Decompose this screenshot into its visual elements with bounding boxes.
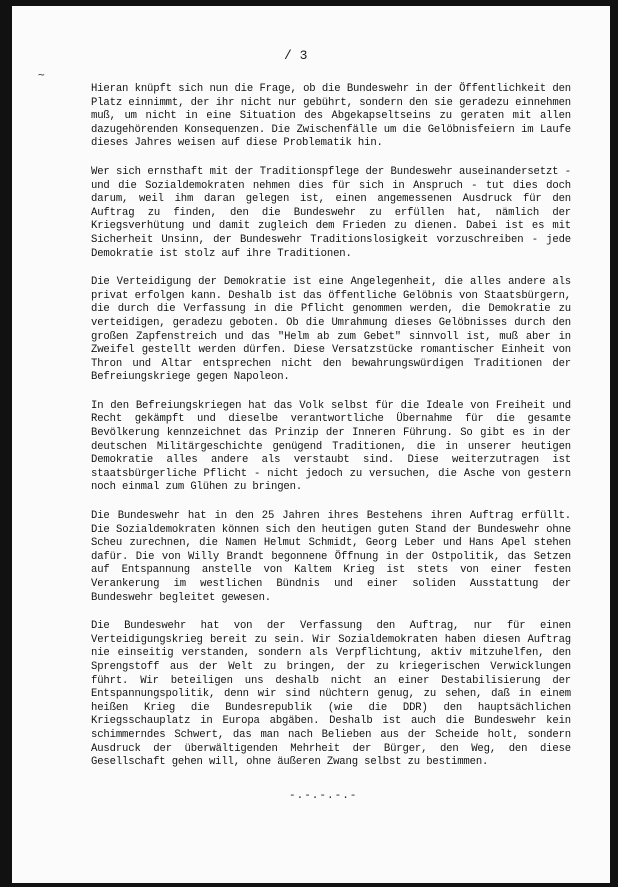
paragraph-gelöbnis-question: Hieran knüpft sich nun die Frage, ob die Bundeswehr in der Öffentlichkeit den Platz einnimmt, der ihr nicht nur gebührt, sondern den sie geradezu einnehmen muß, um nicht in eine Situation des Abgekapseltseins zu geraten mit allen dazugehörenden Konsequenzen. Die Zwischenfälle um die Gelöbnisfeiern im Laufe dieses Jahres weisen auf diese Problematik hin. <box>91 83 571 150</box>
document-page <box>12 6 610 883</box>
paragraph-25-jahre: Die Bundeswehr hat in den 25 Jahren ihres Bestehens ihren Auftrag erfüllt. Die Sozialdemokraten können sich den heutigen guten Stand der Bundeswehr ohne Scheu zurechnen, die Namen Helmut Schmidt, Georg Leber und Hans Apel stehen dafür. Die von Willy Brandt begonnene Öffnung in der Ostpolitik, das Setzen auf Entspannung anstelle von Kaltem Krieg ist stets von einer festen Verankerung im westlichen Bündnis und einer soliden Ausstattung der Bundeswehr begleitet gewesen. <box>91 510 571 604</box>
end-mark: -.-.-.-.- <box>289 790 358 802</box>
page-number: / 3 <box>284 48 308 63</box>
paragraph-befreiungskriege: In den Befreiungskriegen hat das Volk selbst für die Ideale von Freiheit und Recht gekämpft und dieselbe verantwortliche Übernahme für die gesamte Bevölkerung kennzeichnet das Prinzip der Inneren Führung. So gibt es in der deutschen Militärgeschichte genügend Traditionen, die in unserer heutigen Demokratie alles andere als verstaubt sind. Diese weiterzutragen ist staatsbürgerliche Pflicht - nicht jedoch zu versuchen, die Asche von gestern noch einmal zum Glühen zu bringen. <box>91 399 571 494</box>
paragraph-traditionspflege: Wer sich ernsthaft mit der Traditionspflege der Bundeswehr auseinandersetzt - und die Sozialdemokraten nehmen dies für sich in Anspruch - tut dies doch darum, weil ihm daran gelegen ist, einen angemessenen Ausdruck für den Auftrag zu finden, den die Bundeswehr zu erfüllen hat, nämlich der Kriegsverhütung und damit zugleich dem Frieden zu dienen. Dabei ist es mit Sicherheit Unsinn, der Bundeswehr Traditionslosigkeit vorzuschreiben - jede Demokratie ist stolz auf ihre Traditionen. <box>91 165 571 260</box>
paragraph-verteidigung-demokratie: Die Verteidigung der Demokratie ist eine Angelegenheit, die alles andere als privat erfolgen kann. Deshalb ist das öffentliche Gelöbnis von Staatsbürgern, die durch die Verfassung in die Pflicht genommen werden, die Demokratie zu verteidigen, geradezu geboten. Ob die Umrahmung dieses Gelöbnisses durch den großen Zapfenstreich und das "Helm ab zum Gebet" sinnvoll ist, muß aber in Zweifel gestellt werden dürfen. Diese Versatzstücke romantischer Einheit von Thron und Altar entsprechen nicht den bewahrungswürdigen Traditionen der Befreiungskriege gegen Napoleon. <box>91 276 571 384</box>
margin-mark: ~ <box>38 68 45 81</box>
document-body <box>91 83 571 785</box>
paragraph-verteidigungsauftrag: Die Bundeswehr hat von der Verfassung den Auftrag, nur für einen Verteidigungskrieg bereit zu sein. Wir Sozialdemokraten haben diesen Auftrag nie einseitig verstanden, sondern als Verpflichtung, aktiv mitzuhelfen, den Sprengstoff aus der Welt zu bringen, der zu kriegerischen Verwicklungen führt. Wir beteiligen uns deshalb nicht an einer Destabilisierung der Entspannungspolitik, denn wir sind nüchtern genug, zu sehen, daß in einem heißen Krieg die Bundesrepublik (wie die DDR) den hauptsächlichen Kriegsschauplatz in Europa abgäben. Deshalb ist auch die Bundeswehr kein schimmerndes Schwert, das man nach Belieben aus der Scheide holt, sondern Ausdruck der überwältigenden Mehrheit der Bürger, den Weg, den diese Gesellschaft gehen will, ohne äußeren Zwang selbst zu bestimmen. <box>91 620 571 769</box>
